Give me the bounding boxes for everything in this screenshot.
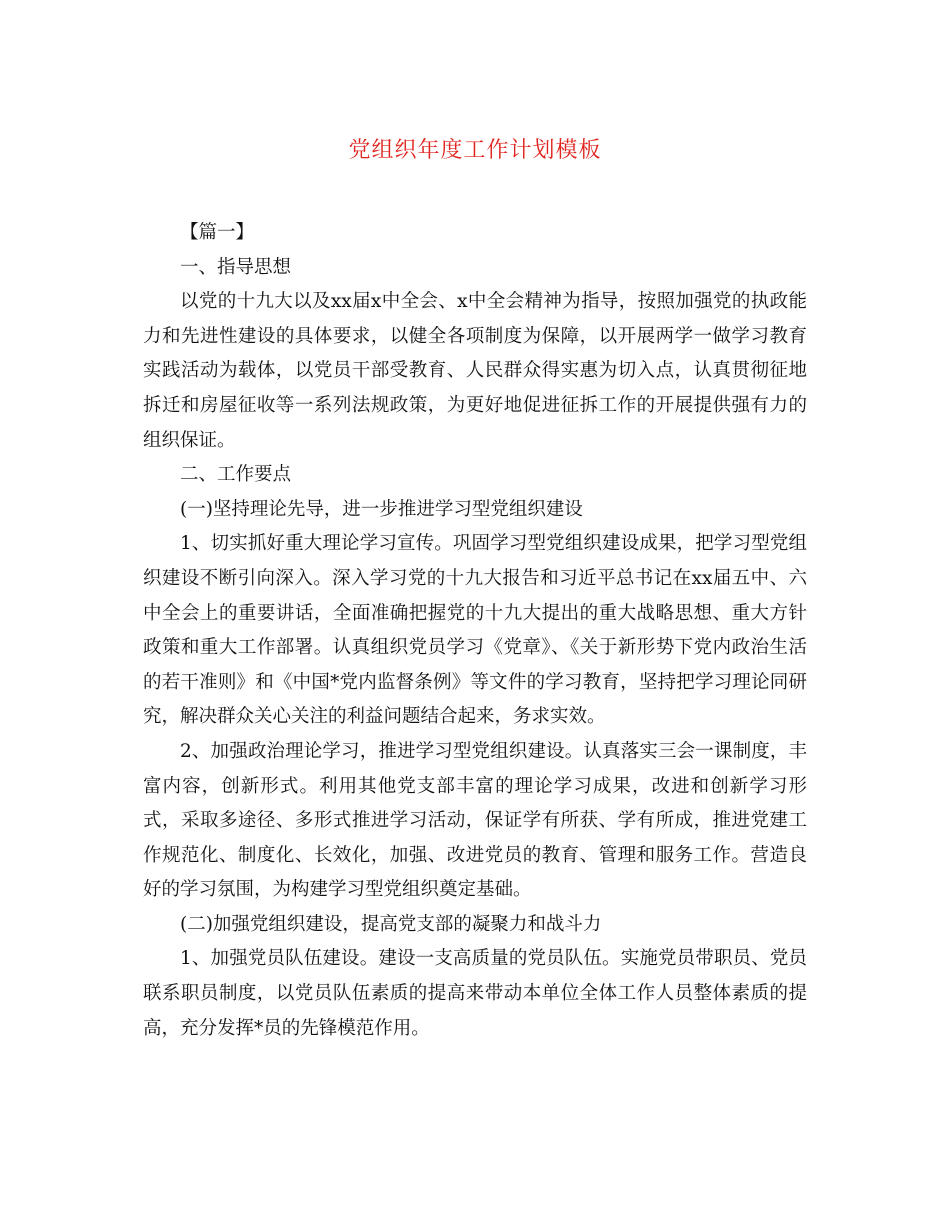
document-body xyxy=(143,216,807,1046)
document-title: 党组织年度工作计划模板 xyxy=(348,138,602,163)
paragraph-political-study: 2、加强政治理论学习，推进学习型党组织建设。认真落实三会一课制度，丰富内容，创新形式。利用其他党支部丰富的理论学习成果，改进和创新学习形式，采取多途径、多形式推进学习活动，保证学有所获、学有所成，推进党建工作规范化、制度化、长效化，加强、改进党员的教育、管理和服务工作。营造良好的学习氛围，为构建学习型党组织奠定基础。 xyxy=(143,740,807,901)
section-heading-part-one: 【篇一】 xyxy=(180,222,255,243)
paragraph-theory-study: 1、切实抓好重大理论学习宣传。巩固学习型党组织建设成果，把学习型党组织建设不断引向深入。深入学习党的十九大报告和习近平总书记在xx届五中、六中全会上的重要讲话，全面准确把握党的十九大提出的重大战略思想、重大方针政策和重大工作部署。认真组织党员学习《党章》、《关于新形势下党内政治生活的若干准则》和《中国*党内监督条例》等文件的学习教育，坚持把学习理论同研究，解决群众关心关注的利益问题结合起来，务求实效。 xyxy=(143,533,807,728)
paragraph-member-team: 1、加强党员队伍建设。建设一支高质量的党员队伍。实施党员带职员、党员联系职员制度，以党员队伍素质的提高来带动本单位全体工作人员整体素质的提高，充分发挥*员的先锋模范作用。 xyxy=(143,948,807,1039)
heading-guiding-thought: 一、指导思想 xyxy=(180,256,292,278)
subheading-party-building: (二)加强党组织建设，提高党支部的凝聚力和战斗力 xyxy=(180,913,602,935)
paragraph-guiding-thought: 以党的十九大以及xx届x中全会、x中全会精神为指导，按照加强党的执政能力和先进性建设的具体要求，以健全各项制度为保障，以开展两学一做学习教育实践活动为载体，以党员干部受教育、人民群众得实惠为切入点，认真贯彻征地拆迁和房屋征收等一系列法规政策，为更好地促进征拆工作的开展提供强有力的组织保证。 xyxy=(143,291,807,451)
heading-work-points: 二、工作要点 xyxy=(180,464,292,486)
subheading-theory-first: (一)坚持理论先导，进一步推进学习型党组织建设 xyxy=(180,498,583,520)
